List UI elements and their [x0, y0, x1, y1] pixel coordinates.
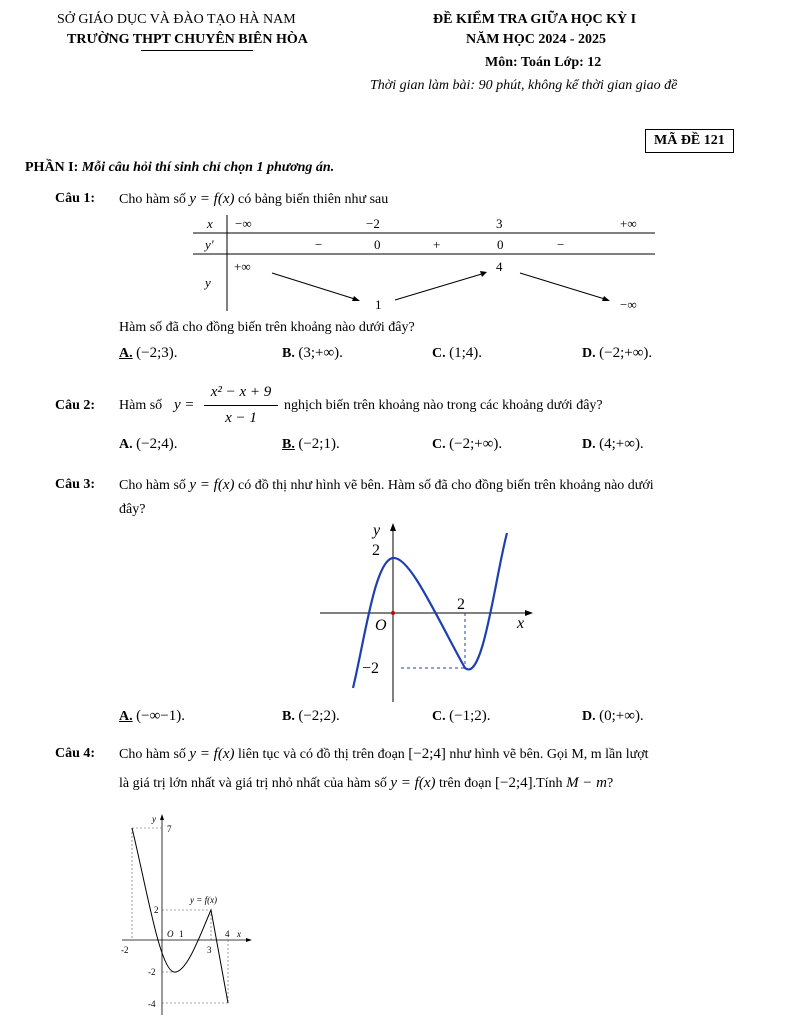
- q2-option-c[interactable]: [432, 436, 502, 453]
- q3-ymin-label: −2: [362, 660, 380, 677]
- q4-y-label: y: [152, 814, 156, 824]
- q1-text-b: có bảng biến thiên như sau: [238, 192, 389, 207]
- part1-label: PHẦN I:: [25, 160, 79, 175]
- q1-option-c-val: (1;4).: [449, 345, 483, 361]
- q1-question: Hàm số đã cho đồng biến trên khoảng nào dưới đây?: [119, 320, 415, 335]
- q3-option-c[interactable]: [432, 708, 491, 725]
- q3-option-d[interactable]: [582, 708, 644, 725]
- q1-option-c-key: C.: [432, 346, 446, 361]
- q3-label: Câu 3:: [55, 477, 96, 492]
- q2-option-c-val: (−2;+∞).: [449, 436, 503, 452]
- q4-text-g: ?: [607, 776, 614, 791]
- q2-option-a-key: A.: [119, 437, 133, 452]
- q3-x-arrow: [525, 610, 533, 616]
- q4-interval: [−2;4]: [408, 746, 446, 762]
- q4-tick-x4: 4: [225, 929, 230, 939]
- q3-x-label: x: [517, 615, 525, 632]
- q3-option-d-val: (0;+∞).: [599, 708, 644, 724]
- q3-option-c-key: C.: [432, 709, 446, 724]
- q1-func: y = f(x): [189, 191, 235, 207]
- q4-tick-xm2: -2: [121, 945, 129, 955]
- q1-option-b-val: (3;+∞).: [298, 345, 343, 361]
- table-y-top-mid: 4: [496, 259, 503, 274]
- q2-option-d-key: D.: [582, 437, 596, 452]
- q4-tick-x3: 3: [207, 945, 212, 955]
- q2-option-d-val: (4;+∞).: [599, 436, 644, 452]
- q2-fraction-bar: [204, 405, 278, 406]
- q1-option-a-key: A.: [119, 346, 133, 361]
- q4-x-arrow: [246, 938, 252, 942]
- q3-option-c-val: (−1;2).: [449, 708, 491, 724]
- exam-title: ĐỀ KIỂM TRA GIỮA HỌC KỲ I: [433, 12, 637, 27]
- q4-y-arrow: [160, 814, 164, 820]
- q4-text-e: trên đoạn: [439, 776, 492, 791]
- q4-stem-line1: [119, 746, 649, 763]
- school-name: TRƯỜNG THPT CHUYÊN BIÊN HÒA: [67, 32, 308, 47]
- table-arrow-down-1: [272, 273, 358, 300]
- table-y-bottom-mid: 1: [375, 297, 382, 312]
- q3-y-label: y: [373, 522, 381, 539]
- q3-text-a: Cho hàm số: [119, 478, 186, 493]
- q1-text-a: Cho hàm số: [119, 192, 186, 207]
- q4-func: y = f(x): [189, 746, 235, 762]
- table-arrowhead: [352, 296, 360, 301]
- time-limit: Thời gian làm bài: 90 phút, không kể thời gian giao đề: [370, 78, 678, 93]
- q3-graph: [315, 518, 545, 703]
- table-arrowhead: [602, 296, 610, 301]
- q3-option-b[interactable]: [282, 708, 340, 725]
- q3-option-b-val: (−2;2).: [298, 708, 340, 724]
- q1-option-b-key: B.: [282, 346, 295, 361]
- q4-tick-1: 1: [179, 929, 184, 939]
- q2-text-a: Hàm số: [119, 398, 163, 413]
- table-x-val: 3: [496, 216, 503, 231]
- table-arrow-up: [395, 273, 485, 300]
- table-arrowhead: [480, 271, 487, 277]
- table-sign: +: [433, 237, 441, 252]
- q1-option-b[interactable]: [282, 345, 343, 362]
- q2-y-eq: y =: [174, 397, 195, 413]
- table-sign: 0: [497, 237, 504, 252]
- q1-option-d-val: (−2;+∞).: [599, 345, 653, 361]
- q3-option-d-key: D.: [582, 709, 596, 724]
- q4-tick-7: 7: [167, 824, 172, 834]
- q4-text-f: .Tính: [532, 776, 563, 791]
- q4-graph: [112, 810, 262, 1020]
- table-yprime-label: y′: [205, 237, 214, 252]
- q1-option-d-key: D.: [582, 346, 596, 361]
- q4-x-label: x: [237, 929, 241, 939]
- table-sign: −: [557, 237, 565, 252]
- q3-ymax-label: 2: [372, 542, 380, 559]
- table-y-bottom-right: −∞: [620, 297, 637, 312]
- q2-option-d[interactable]: [582, 436, 644, 453]
- q3-origin-label: O: [375, 617, 387, 634]
- q3-y-arrow: [390, 523, 396, 531]
- q4-tick-2: 2: [154, 905, 159, 915]
- q3-option-a-val: (−∞−1).: [136, 708, 185, 724]
- q4-tick-ym4: -4: [148, 999, 156, 1009]
- table-y-label: y: [205, 275, 211, 290]
- q4-text-b: liên tục và có đồ thị trên đoạn: [238, 747, 405, 762]
- q4-func2: y = f(x): [390, 775, 436, 791]
- part1-instruction: Mỗi câu hỏi thí sinh chỉ chọn 1 phương án.: [81, 160, 335, 175]
- q2-denominator: x − 1: [225, 410, 257, 426]
- q3-xmin-label: 2: [457, 596, 465, 613]
- q3-origin-dot: [391, 611, 395, 615]
- q1-option-a-val: (−2;3).: [136, 345, 178, 361]
- q1-stem: [119, 191, 388, 208]
- table-x-val: +∞: [620, 216, 637, 231]
- table-sign: −: [315, 237, 323, 252]
- q3-option-a-key: A.: [119, 709, 133, 724]
- table-x-val: −∞: [235, 216, 252, 231]
- exam-code-box: MÃ ĐỀ 121: [645, 129, 734, 153]
- q2-option-a-val: (−2;4).: [136, 436, 178, 452]
- q4-label: Câu 4:: [55, 746, 96, 761]
- q3-func: y = f(x): [189, 477, 235, 493]
- q4-interval2: [−2;4]: [494, 775, 533, 791]
- q4-text-d: là giá trị lớn nhất và giá trị nhỏ nhất của hàm số: [119, 776, 387, 791]
- part1-heading: [25, 160, 334, 176]
- q1-option-d[interactable]: [582, 345, 652, 362]
- school-underline: [141, 50, 253, 51]
- subject: Môn: Toán Lớp: 12: [485, 55, 602, 70]
- q2-numerator: x² − x + 9: [210, 384, 272, 400]
- table-x-label: x: [207, 216, 213, 231]
- q3-option-a[interactable]: [119, 708, 185, 725]
- q2-label: Câu 2:: [55, 398, 96, 413]
- table-x-val: −2: [366, 216, 380, 231]
- q4-origin: O: [167, 929, 174, 939]
- q1-label: Câu 1:: [55, 191, 96, 206]
- q2-text-b: nghịch biến trên khoảng nào trong các khoảng dưới đây?: [284, 398, 603, 413]
- q4-tick-ym2: -2: [148, 967, 156, 977]
- q2-option-c-key: C.: [432, 437, 446, 452]
- q2-option-b-key: B.: [282, 437, 295, 452]
- q3-text-c: đây?: [119, 502, 146, 517]
- table-arrow-down-2: [520, 273, 608, 300]
- q4-expr: M − m: [566, 775, 608, 791]
- school-year: NĂM HỌC 2024 - 2025: [466, 32, 606, 47]
- table-y-top-left: +∞: [234, 259, 251, 274]
- department-name: SỞ GIÁO DỤC VÀ ĐÀO TẠO HÀ NAM: [57, 12, 296, 27]
- q1-option-a[interactable]: [119, 345, 178, 362]
- q3-stem: [119, 477, 654, 494]
- q3-option-b-key: B.: [282, 709, 295, 724]
- q4-text-c: như hình vẽ bên. Gọi M, m lần lượt: [449, 747, 649, 762]
- q3-text-b: có đồ thị như hình vẽ bên. Hàm số đã cho đồng biến trên khoảng nào dưới: [238, 478, 654, 493]
- q1-option-c[interactable]: [432, 345, 482, 362]
- table-sign: 0: [374, 237, 381, 252]
- q2-option-b-val: (−2;1).: [298, 436, 340, 452]
- q4-curve: [132, 828, 228, 1003]
- q4-stem-line2: [119, 775, 613, 792]
- q1-variation-table: [190, 213, 660, 313]
- q4-text-a: Cho hàm số: [119, 747, 186, 762]
- q2-option-b[interactable]: [282, 436, 340, 453]
- q2-option-a[interactable]: [119, 436, 178, 453]
- q4-func-label: y = f(x): [190, 895, 218, 905]
